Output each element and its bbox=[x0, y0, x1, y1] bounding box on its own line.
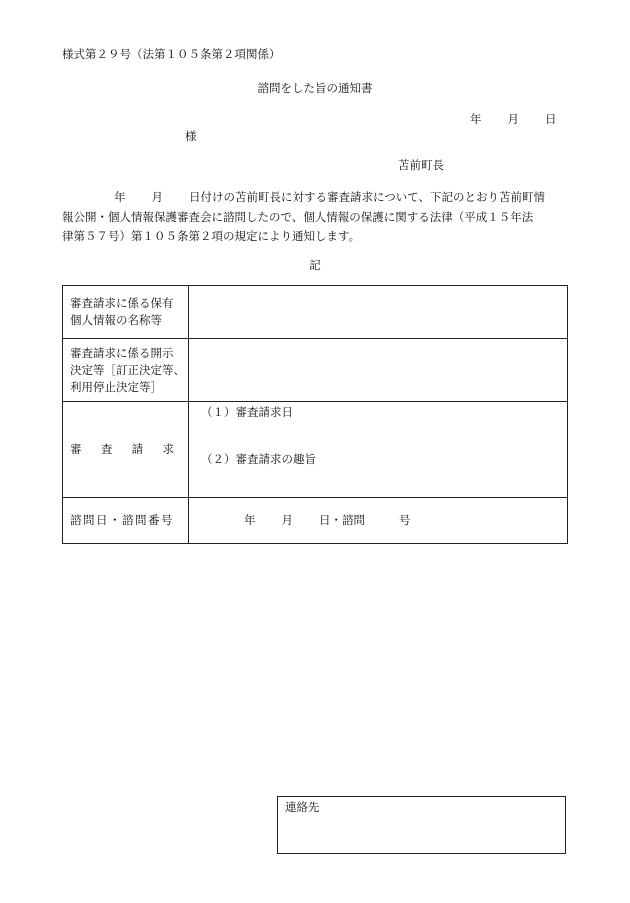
disclosure-decision-label: 審査請求に係る開示 決定等［訂正決定等、 利用停止決定等］ bbox=[63, 339, 189, 402]
consultation-date-number-field[interactable]: 年 月 日・諮問 号 bbox=[189, 498, 568, 544]
table-row bbox=[63, 402, 568, 498]
review-request-label: 審 査 請 求 bbox=[63, 402, 189, 498]
body-line-1 bbox=[62, 188, 568, 208]
table-row bbox=[63, 498, 568, 544]
personal-info-name-field[interactable] bbox=[189, 286, 568, 339]
addressee: 様 bbox=[185, 129, 197, 143]
date-year: 年 bbox=[470, 112, 482, 126]
body-line-1-rest: 日付けの苫前町長に対する審査請求について、下記のとおり苫前町情 bbox=[189, 190, 546, 204]
body-line-2: 報公開・個人情報保護審査会に諮問したので、個人情報の保護に関する法律（平成１５年法 bbox=[62, 209, 534, 224]
form-number: 様式第２９号（法第１０５条第２項関係） bbox=[62, 47, 281, 61]
review-request-field[interactable] bbox=[189, 402, 568, 498]
contact-label: 連絡先 bbox=[285, 800, 320, 814]
disclosure-decision-field[interactable] bbox=[189, 339, 568, 402]
notice-table bbox=[62, 285, 568, 544]
date-month: 月 bbox=[507, 112, 519, 126]
date-day: 日 bbox=[545, 112, 557, 126]
body-year: 年 bbox=[114, 190, 126, 204]
issue-date bbox=[470, 111, 557, 127]
review-request-purpose-label: （２）審査請求の趣旨 bbox=[201, 452, 316, 466]
document-title: 諮問をした旨の通知書 bbox=[257, 81, 373, 95]
table-row bbox=[63, 286, 568, 339]
body-month: 月 bbox=[151, 190, 163, 204]
table-row bbox=[63, 339, 568, 402]
personal-info-name-label: 審査請求に係る保有 個人情報の名称等 bbox=[63, 286, 189, 339]
sender: 苫前町長 bbox=[398, 158, 444, 172]
contact-box[interactable] bbox=[277, 796, 566, 854]
review-request-date-label: （１）審査請求日 bbox=[201, 405, 293, 419]
ki-heading: 記 bbox=[309, 258, 321, 272]
body-text bbox=[62, 188, 568, 247]
consultation-date-number-label: 諮問日・諮問番号 bbox=[63, 498, 189, 544]
body-line-3: 律第５７号）第１０５条第２項の規定により通知します。 bbox=[62, 229, 361, 243]
